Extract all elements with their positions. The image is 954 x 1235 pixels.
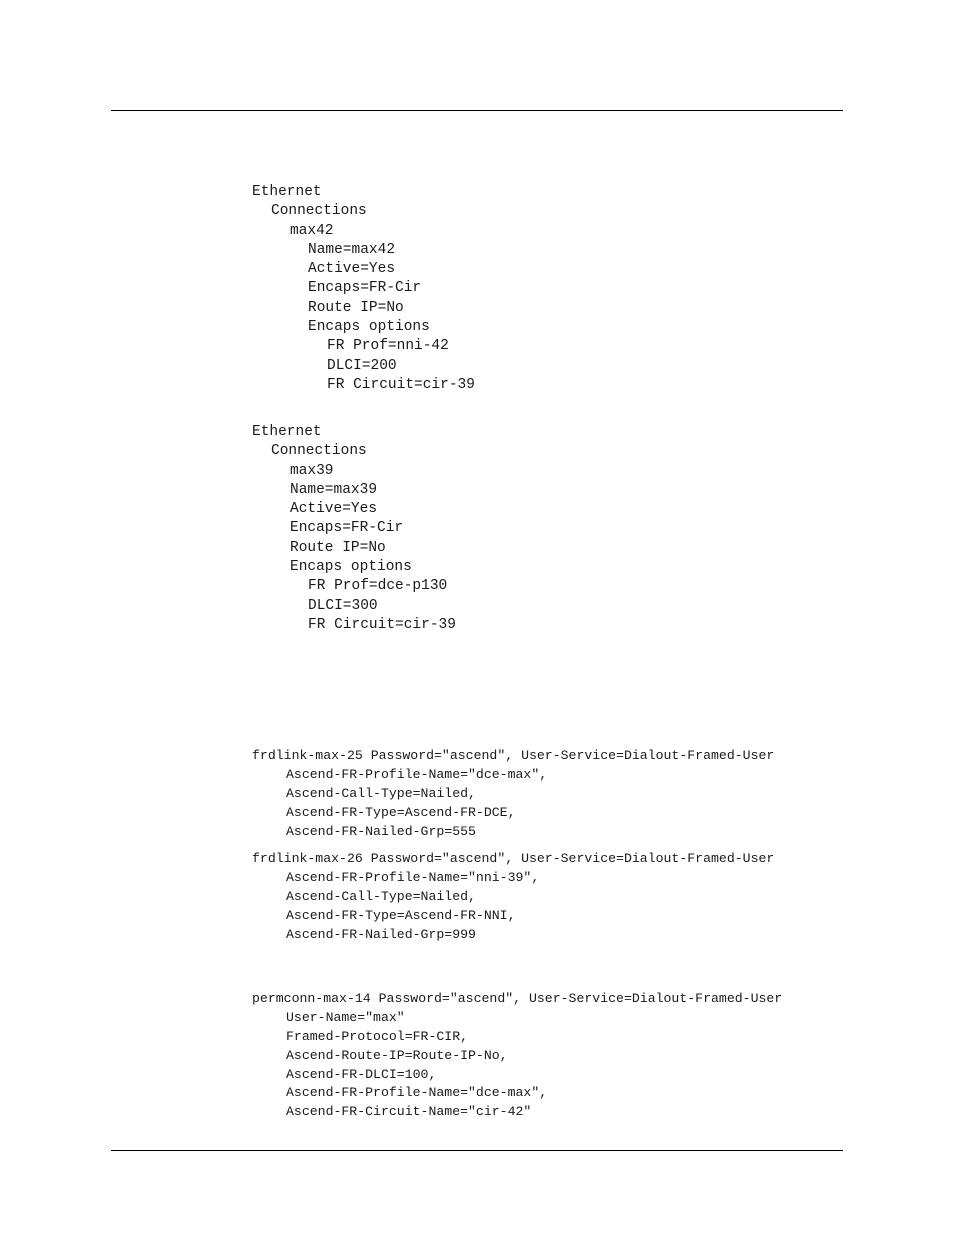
code-line: Encaps=FR-Cir: [308, 280, 422, 297]
code-line: DLCI=300: [308, 597, 378, 614]
code-line: Ascend-FR-Circuit-Name="cir-42": [286, 1104, 532, 1120]
code-line: Ascend-FR-Profile-Name="dce-max",: [286, 1085, 548, 1101]
code-line: Ascend-Call-Type=Nailed,: [286, 888, 476, 904]
code-line: Ascend-FR-Profile-Name="nni-39",: [286, 869, 540, 885]
header-rule: [111, 110, 843, 111]
radius-profile-frdlink-max-25: [252, 747, 774, 841]
max42-profile-listing: [252, 183, 475, 395]
code-line: Ascend-FR-Nailed-Grp=999: [286, 926, 476, 942]
max39-profile-listing: [252, 423, 456, 635]
code-line: Ascend-FR-Type=Ascend-FR-DCE,: [286, 804, 516, 820]
footer-rule: [111, 1150, 843, 1151]
code-line: FR Prof=dce-p130: [308, 578, 448, 595]
code-line: FR Prof=nni-42: [327, 338, 449, 355]
code-line: Ethernet: [252, 184, 322, 200]
code-line: Connections: [271, 443, 367, 460]
code-line: Ascend-Route-IP=Route-IP-No,: [286, 1047, 508, 1063]
code-line: permconn-max-14 Password="ascend", User-Service=Dialout-Framed-User: [252, 991, 783, 1006]
code-line: Ethernet: [252, 424, 322, 440]
radius-profile-frdlink-max-26: [252, 850, 774, 944]
code-line: max42: [290, 222, 334, 239]
code-line: frdlink-max-26 Password="ascend", User-Service=Dialout-Framed-User: [252, 851, 775, 866]
code-line: Encaps=FR-Cir: [290, 520, 404, 537]
code-line: User-Name="max": [286, 1009, 405, 1025]
code-line: Ascend-FR-Type=Ascend-FR-NNI,: [286, 907, 516, 923]
code-line: Route IP=No: [290, 539, 386, 556]
code-line: frdlink-max-25 Password="ascend", User-Service=Dialout-Framed-User: [252, 748, 775, 763]
code-line: Route IP=No: [308, 299, 404, 316]
code-line: Ascend-FR-Profile-Name="dce-max",: [286, 766, 548, 782]
code-line: Encaps options: [290, 559, 412, 576]
code-line: max39: [290, 462, 334, 479]
code-line: FR Circuit=cir-39: [327, 376, 475, 393]
code-line: Name=max42: [308, 241, 396, 258]
code-line: DLCI=200: [327, 357, 397, 374]
code-line: Active=Yes: [308, 261, 396, 278]
code-line: Ascend-FR-Nailed-Grp=555: [286, 823, 476, 839]
code-line: Active=Yes: [290, 501, 378, 518]
code-line: Ascend-FR-DLCI=100,: [286, 1066, 437, 1082]
code-line: Encaps options: [308, 319, 430, 336]
code-line: Framed-Protocol=FR-CIR,: [286, 1028, 469, 1044]
code-line: FR Circuit=cir-39: [308, 616, 456, 633]
radius-profile-permconn-max-14: [252, 990, 782, 1122]
code-line: Ascend-Call-Type=Nailed,: [286, 785, 476, 801]
code-line: Name=max39: [290, 481, 378, 498]
code-line: Connections: [271, 203, 367, 220]
